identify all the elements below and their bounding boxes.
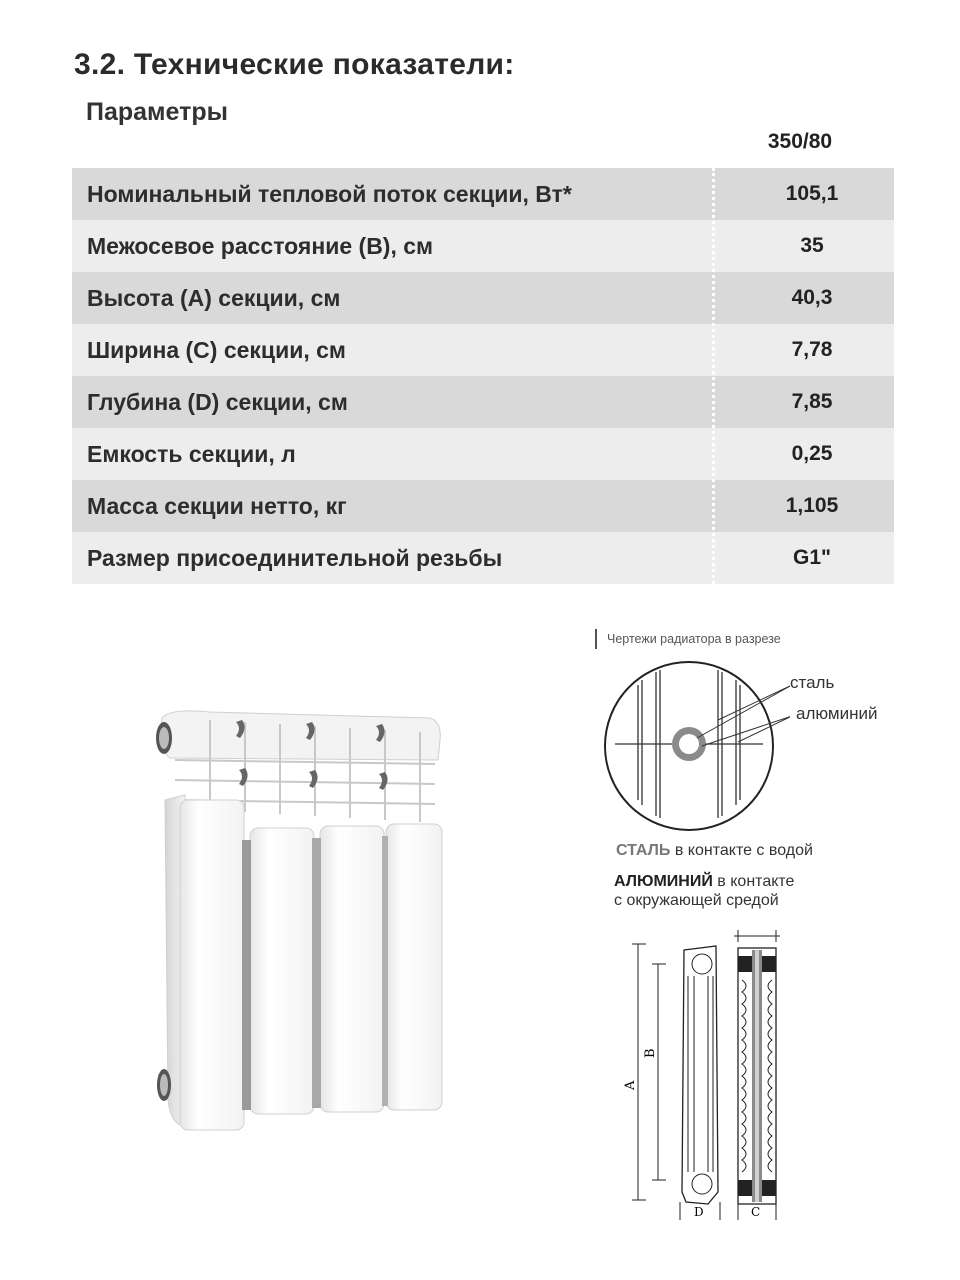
note-aluminum-air [614,872,794,910]
section-drawings [620,930,800,1230]
spec-value: 1,105 [785,494,839,517]
spec-label: Межосевое расстояние (B), см [87,232,434,259]
spec-table [72,168,894,584]
spec-value: 7,85 [791,390,833,413]
spec-value: 0,25 [791,442,833,465]
spec-value: 40,3 [791,286,833,309]
spec-label: Размер присоединительной резьбы [87,544,503,571]
dim-label-d: D [694,1205,704,1219]
section-title: 3.2. Технические показатели: [74,48,515,81]
drawing-caption: Чертежи радиатора в разрезе [595,629,781,649]
spec-label: Высота (A) секции, см [87,284,341,311]
table-row [72,376,894,428]
label-steel: сталь [790,673,835,692]
table-row [72,324,894,376]
cross-section-diagram [600,660,790,840]
note-aluminum-line2: с окружающей средой [614,892,779,909]
column-divider [712,168,715,584]
spec-label: Глубина (D) секции, см [87,388,348,415]
model-column-header: 350/80 [767,130,833,153]
params-title: Параметры [86,98,228,126]
spec-value: 7,78 [791,338,833,361]
spec-label: Номинальный тепловой поток секции, Вт* [87,180,572,207]
note-steel-strong: СТАЛЬ [616,842,671,859]
table-row [72,220,894,272]
table-row [72,168,894,220]
dim-label-c: C [751,1205,761,1219]
table-row [72,428,894,480]
table-row [72,272,894,324]
table-row [72,480,894,532]
table-row [72,532,894,584]
spec-label: Емкость секции, л [87,440,296,467]
label-aluminum: алюминий [796,704,878,723]
note-steel-water [616,842,813,860]
dim-label-a: A [623,1080,638,1090]
note-aluminum-strong: АЛЮМИНИЙ [614,873,713,890]
spec-label: Масса секции нетто, кг [87,492,347,519]
spec-value: G1" [793,546,831,569]
spec-label: Ширина (C) секции, см [87,336,346,363]
dim-label-b: B [643,1048,658,1058]
note-aluminum-rest: в контакте [712,873,795,890]
radiator-illustration [150,700,460,1140]
spec-value: 35 [800,234,824,257]
spec-value: 105,1 [785,182,839,205]
note-steel-rest: в контакте с водой [670,842,813,859]
